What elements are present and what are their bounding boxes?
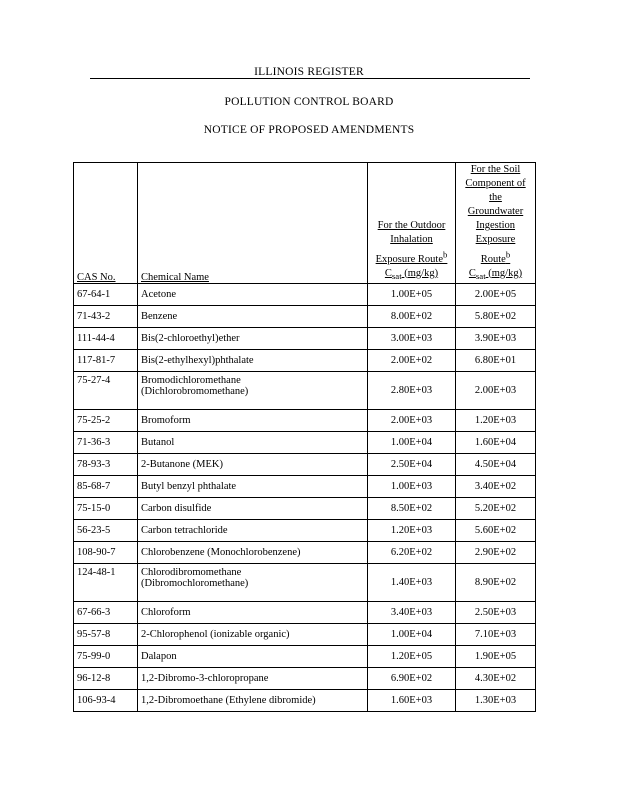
table-row bbox=[74, 371, 536, 409]
soil-csat-value: 1.60E+04 bbox=[456, 431, 536, 453]
table-row bbox=[74, 453, 536, 475]
table-row bbox=[74, 497, 536, 519]
col-outdoor-header: For the Outdoor Inhalation Exposure Route$^b$ $C_{sat}$ (mg/kg) bbox=[368, 163, 456, 284]
cas-number: 75-15-0 bbox=[74, 497, 138, 519]
chemical-name-line: Carbon disulfide bbox=[141, 502, 212, 514]
table-row bbox=[74, 519, 536, 541]
outdoor-csat-value: 2.80E+03 bbox=[368, 371, 456, 409]
chemical-name-line: Chloroform bbox=[141, 606, 191, 618]
col-chemical-header: Chemical Name bbox=[138, 163, 368, 284]
chemical-name-line: 1,2-Dibromoethane (Ethylene dibromide) bbox=[141, 694, 316, 706]
cas-number: 117-81-7 bbox=[74, 349, 138, 371]
soil-csat-value: 2.90E+02 bbox=[456, 541, 536, 563]
cas-number: 71-43-2 bbox=[74, 305, 138, 327]
chemical-name bbox=[138, 667, 368, 689]
col-cas-header: CAS No. bbox=[74, 163, 138, 284]
register-title: ILLINOIS REGISTER bbox=[254, 66, 364, 78]
chemical-name-line: Benzene bbox=[141, 310, 178, 322]
cas-number: 71-36-3 bbox=[74, 431, 138, 453]
chemical-name bbox=[138, 475, 368, 497]
table-body bbox=[74, 283, 536, 711]
soil-csat-value: 2.50E+03 bbox=[456, 601, 536, 623]
outdoor-csat-value: 6.90E+02 bbox=[368, 667, 456, 689]
outdoor-csat-value: 2.00E+02 bbox=[368, 349, 456, 371]
soil-csat-value: 4.50E+04 bbox=[456, 453, 536, 475]
soil-csat-value: 8.90E+02 bbox=[456, 563, 536, 601]
cas-number: 75-27-4 bbox=[74, 371, 138, 409]
table-row bbox=[74, 689, 536, 711]
csat-table bbox=[73, 162, 536, 712]
outdoor-csat-value: 8.50E+02 bbox=[368, 497, 456, 519]
outdoor-csat-value: 2.50E+04 bbox=[368, 453, 456, 475]
outdoor-csat-value: 3.00E+03 bbox=[368, 327, 456, 349]
table-row bbox=[74, 667, 536, 689]
chemical-name-line: Butanol bbox=[141, 436, 175, 448]
chemical-name bbox=[138, 645, 368, 667]
chemical-name-line: Dalapon bbox=[141, 650, 177, 662]
soil-csat-value: 7.10E+03 bbox=[456, 623, 536, 645]
chemical-name-line: Chlorodibromomethane bbox=[141, 566, 242, 578]
outdoor-csat-value: 2.00E+03 bbox=[368, 409, 456, 431]
chemical-name-line: (Dibromochloromethane) bbox=[141, 577, 249, 589]
chemical-name-line: Butyl benzyl phthalate bbox=[141, 480, 237, 492]
chemical-name-line: Bromodichloromethane bbox=[141, 374, 241, 386]
cas-number: 96-12-8 bbox=[74, 667, 138, 689]
soil-csat-value: 5.20E+02 bbox=[456, 497, 536, 519]
outdoor-csat-value: 1.00E+05 bbox=[368, 283, 456, 305]
outdoor-csat-value: 1.20E+05 bbox=[368, 645, 456, 667]
cas-number: 75-25-2 bbox=[74, 409, 138, 431]
table-row bbox=[74, 327, 536, 349]
chemical-name bbox=[138, 431, 368, 453]
soil-csat-value: 2.00E+05 bbox=[456, 283, 536, 305]
outdoor-csat-value: 1.20E+03 bbox=[368, 519, 456, 541]
table-row bbox=[74, 563, 536, 601]
soil-csat-value: 3.40E+02 bbox=[456, 475, 536, 497]
table-row bbox=[74, 349, 536, 371]
chemical-name-line: 1,2-Dibromo-3-chloropropane bbox=[141, 672, 269, 684]
chemical-name bbox=[138, 327, 368, 349]
chemical-name-line: Acetone bbox=[141, 288, 176, 300]
chemical-name-line: Bromoform bbox=[141, 414, 191, 426]
chemical-name bbox=[138, 409, 368, 431]
notice-title: NOTICE OF PROPOSED AMENDMENTS bbox=[203, 124, 415, 136]
chemical-name bbox=[138, 519, 368, 541]
cas-number: 56-23-5 bbox=[74, 519, 138, 541]
table-row bbox=[74, 305, 536, 327]
chemical-name bbox=[138, 305, 368, 327]
cas-number: 78-93-3 bbox=[74, 453, 138, 475]
cas-number: 124-48-1 bbox=[74, 563, 138, 601]
chemical-name bbox=[138, 601, 368, 623]
chemical-name-line: Chlorobenzene (Monochlorobenzene) bbox=[141, 546, 301, 558]
soil-csat-value: 5.60E+02 bbox=[456, 519, 536, 541]
chemical-name bbox=[138, 541, 368, 563]
table-row bbox=[74, 283, 536, 305]
outdoor-csat-value: 1.40E+03 bbox=[368, 563, 456, 601]
table-row bbox=[74, 623, 536, 645]
cas-number: 111-44-4 bbox=[74, 327, 138, 349]
table-row bbox=[74, 645, 536, 667]
cas-number: 67-64-1 bbox=[74, 283, 138, 305]
chemical-name-line: Bis(2-ethylhexyl)phthalate bbox=[141, 354, 254, 366]
table-row bbox=[74, 475, 536, 497]
chemical-name bbox=[138, 349, 368, 371]
board-title: POLLUTION CONTROL BOARD bbox=[224, 96, 394, 108]
outdoor-csat-value: 1.00E+04 bbox=[368, 431, 456, 453]
table-row bbox=[74, 431, 536, 453]
chemical-name-line: Bis(2-chloroethyl)ether bbox=[141, 332, 240, 344]
chemical-name bbox=[138, 453, 368, 475]
chemical-name bbox=[138, 497, 368, 519]
soil-csat-value: 6.80E+01 bbox=[456, 349, 536, 371]
soil-csat-value: 1.20E+03 bbox=[456, 409, 536, 431]
cas-number: 75-99-0 bbox=[74, 645, 138, 667]
chemical-name-line: 2-Chlorophenol (ionizable organic) bbox=[141, 628, 290, 640]
outdoor-csat-value: 3.40E+03 bbox=[368, 601, 456, 623]
col-soil-header: For the Soil Component of the Groundwater Ingestion Exposure Route$^b$ $C_{sat}$ (mg/kg) bbox=[456, 163, 536, 284]
cas-number: 95-57-8 bbox=[74, 623, 138, 645]
chemical-name bbox=[138, 563, 368, 601]
soil-csat-value: 2.00E+03 bbox=[456, 371, 536, 409]
outdoor-csat-value: 6.20E+02 bbox=[368, 541, 456, 563]
table-header-row bbox=[74, 163, 536, 284]
header-rule bbox=[90, 78, 530, 79]
table-row bbox=[74, 541, 536, 563]
cas-number: 108-90-7 bbox=[74, 541, 138, 563]
chemical-name-line: Carbon tetrachloride bbox=[141, 524, 228, 536]
chemical-name bbox=[138, 371, 368, 409]
soil-csat-value: 1.30E+03 bbox=[456, 689, 536, 711]
outdoor-csat-value: 8.00E+02 bbox=[368, 305, 456, 327]
cas-number: 106-93-4 bbox=[74, 689, 138, 711]
cas-number: 67-66-3 bbox=[74, 601, 138, 623]
chemical-name bbox=[138, 283, 368, 305]
chemical-name bbox=[138, 689, 368, 711]
cas-number: 85-68-7 bbox=[74, 475, 138, 497]
outdoor-csat-value: 1.60E+03 bbox=[368, 689, 456, 711]
soil-csat-value: 3.90E+03 bbox=[456, 327, 536, 349]
outdoor-csat-value: 1.00E+03 bbox=[368, 475, 456, 497]
outdoor-csat-value: 1.00E+04 bbox=[368, 623, 456, 645]
soil-csat-value: 1.90E+05 bbox=[456, 645, 536, 667]
soil-csat-value: 4.30E+02 bbox=[456, 667, 536, 689]
chemical-name-line: 2-Butanone (MEK) bbox=[141, 458, 223, 470]
soil-csat-value: 5.80E+02 bbox=[456, 305, 536, 327]
table-row bbox=[74, 409, 536, 431]
chemical-name bbox=[138, 623, 368, 645]
table-row bbox=[74, 601, 536, 623]
chemical-name-line: (Dichlorobromomethane) bbox=[141, 385, 249, 397]
